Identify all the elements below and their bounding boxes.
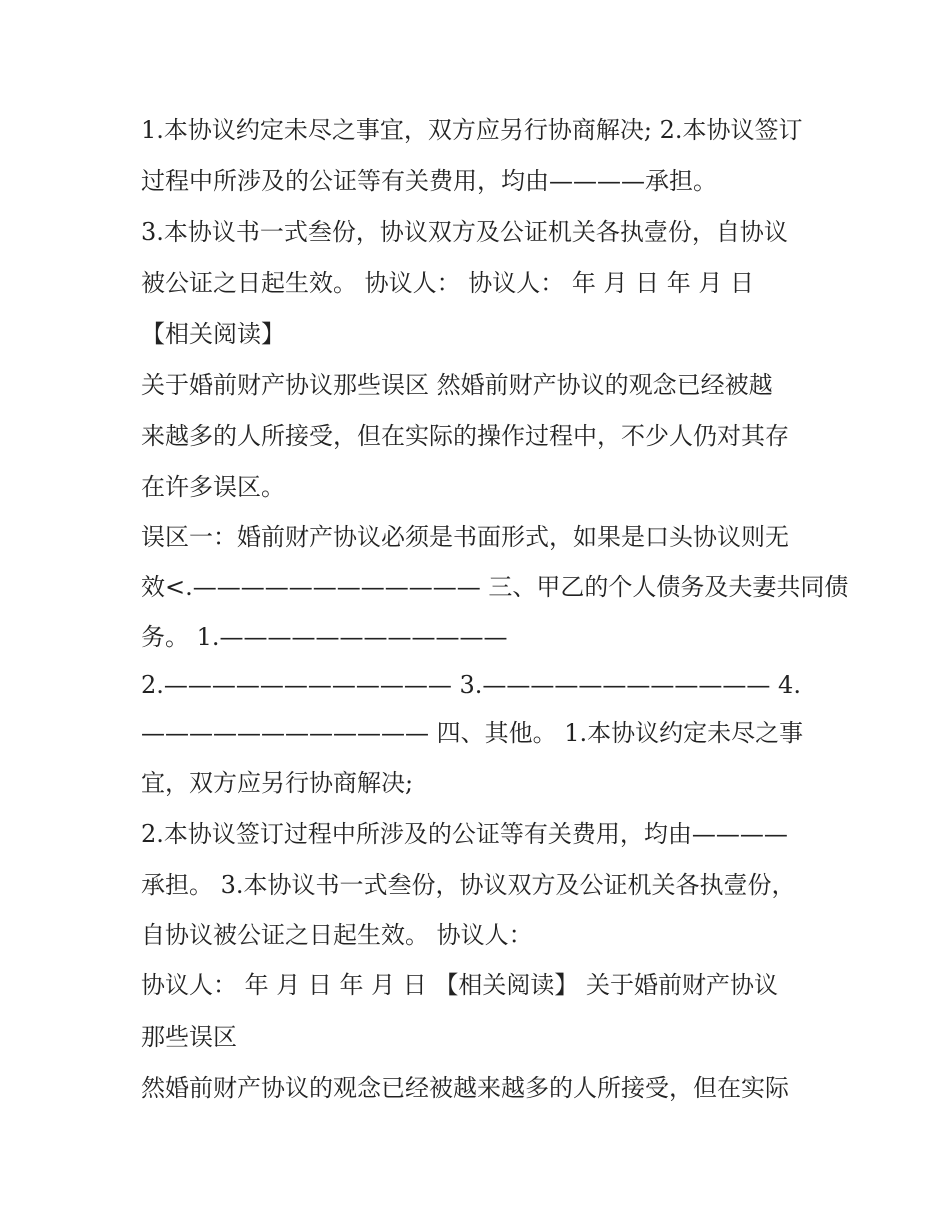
text-line: ———————————— 四、其他。 1.本协议约定未尽之事 [141, 719, 804, 747]
text-line: 协议人： 年 月 日 年 月 日 【相关阅读】 关于婚前财产协议 [141, 971, 779, 999]
text-line: 关于婚前财产协议那些误区 然婚前财产协议的观念已经被越 [141, 371, 773, 399]
text-line: 过程中所涉及的公证等有关费用，均由————承担。 [141, 167, 717, 195]
text-line: 那些误区 [141, 1023, 237, 1051]
text-line: 在许多误区。 [141, 473, 285, 501]
text-line: 来越多的人所接受，但在实际的操作过程中，不少人仍对其存 [141, 422, 789, 450]
text-line: 效<.———————————— 三、甲乙的个人债务及夫妻共同债 [141, 573, 849, 601]
text-line: 误区一：婚前财产协议必须是书面形式，如果是口头协议则无 [141, 523, 789, 551]
section-heading: 【相关阅读】 [141, 320, 285, 348]
text-line: 宜，双方应另行协商解决; [141, 769, 414, 797]
text-line: 2.本协议签订过程中所涉及的公证等有关费用，均由———— [141, 820, 788, 848]
text-line: 承担。 3.本协议书一式叁份，协议双方及公证机关各执壹份， [141, 871, 796, 899]
text-line: 被公证之日起生效。 协议人： 协议人： 年 月 日 年 月 日 [141, 269, 755, 297]
text-line: 务。 1.———————————— [141, 623, 508, 651]
text-line: 3.本协议书一式叁份，协议双方及公证机关各执壹份，自协议 [141, 218, 788, 246]
text-line: 1.本协议约定未尽之事宜，双方应另行协商解决; 2.本协议签订 [141, 116, 803, 144]
text-line: 2.———————————— 3.———————————— 4. [141, 671, 801, 699]
text-line: 然婚前财产协议的观念已经被越来越多的人所接受，但在实际 [141, 1074, 789, 1102]
text-line: 自协议被公证之日起生效。 协议人： [141, 921, 533, 949]
